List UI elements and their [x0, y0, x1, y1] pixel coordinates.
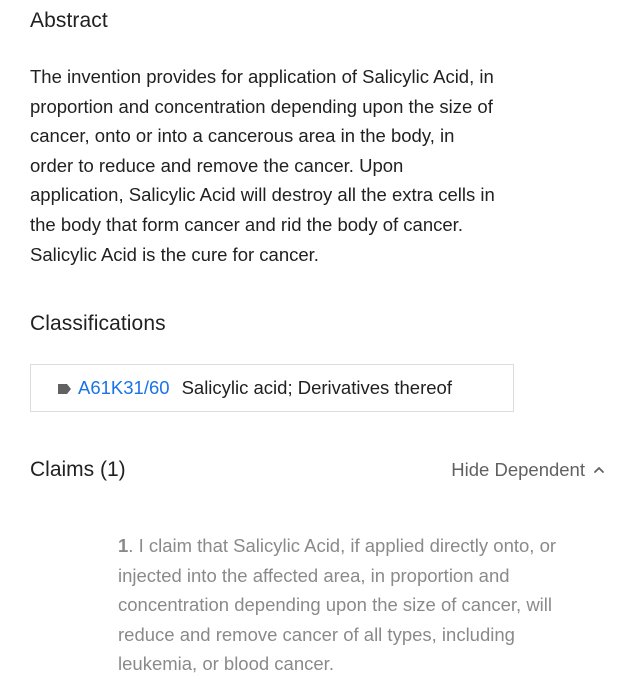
- hide-dependent-button[interactable]: [451, 459, 605, 481]
- abstract-heading: Abstract: [30, 9, 108, 32]
- classification-description: Salicylic acid; Derivatives thereof: [181, 377, 452, 398]
- claim-text: I claim that Salicylic Acid, if applied directly onto, or injected into the affected area, in proportion and concentration depending upon the size of cancer, will reduce and remove cancer of all types, including leukemia, or blood cancer.: [118, 535, 557, 675]
- chevron-up-icon: [593, 464, 605, 476]
- claims-heading: Claims (1): [30, 458, 126, 481]
- claim-number: 1: [118, 535, 129, 556]
- tag-icon: [57, 382, 72, 396]
- claims-header: [30, 455, 605, 485]
- abstract-text: The invention provides for application of Salicylic Acid, in proportion and concentration depending upon the size of cancer, onto or into a cancerous area in the body, in order to reduce and remove the cancer. Upon application, Salicylic Acid will destroy all the extra cells in the body that form cancer and rid the body of cancer. Salicylic Acid is the cure for cancer.: [30, 66, 495, 265]
- classification-code-link[interactable]: A61K31/60: [78, 377, 170, 398]
- claim-item: 1. I claim that Salicylic Acid, if applied directly onto, or injected into the affected area, in proportion and concentration depending upon the size of cancer, will reduce and remove cancer of all types, including leukemia, or blood cancer.: [118, 535, 557, 675]
- classification-item: [30, 364, 514, 412]
- classifications-heading: Classifications: [30, 312, 166, 335]
- hide-dependent-label: Hide Dependent: [451, 459, 585, 480]
